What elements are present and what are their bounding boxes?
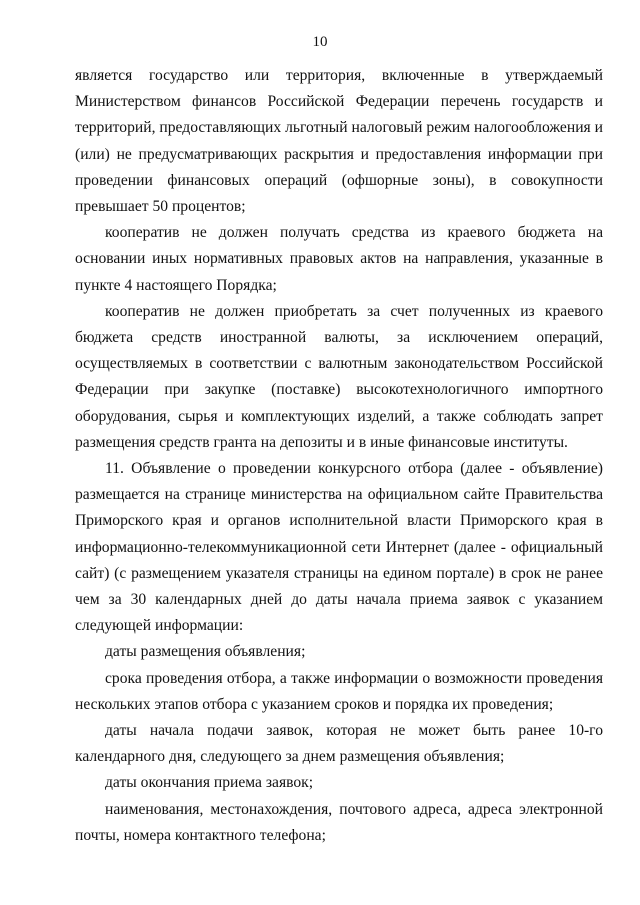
list-item-contact-details: наименования, местонахождения, почтового адреса, адреса электронной почты, номера контактного телефона; [75,800,603,844]
paragraph-no-foreign-currency: кооператив не должен приобретать за счет полученных из краевого бюджета средств иностранной валюты, за исключением операций, осуществляемых в соответствии с валютным законодательством Российской Федерации при закупке (поставке) высокотехнологичного импортного оборудования, сырья и комплектующих изделий, а также соблюдать запрет размещения средств гранта на депозиты и в иные финансовые институты. [75,302,603,451]
document-body [75,63,603,849]
list-item-selection-period: срока проведения отбора, а также информации о возможности проведения нескольких этапов отбора с указанием сроков и порядка их проведения; [75,669,603,713]
list-item-announcement-date: даты размещения объявления; [105,643,306,661]
paragraph-no-other-budget-funds: кооператив не должен получать средства из краевого бюджета на основании иных нормативных правовых актов на направления, указанные в пункте 4 настоящего Порядка; [75,224,603,294]
paragraph-offshore-condition: является государство или территория, включенные в утверждаемый Министерством финансов Российской Федерации перечень государств и территорий, предоставляющих льготный налоговый режим налогообложения и (или) не предусматривающих раскрытия и предоставления информации при проведении финансовых операций (офшорные зоны), в совокупности превышает 50 процентов; [75,67,603,216]
list-item-application-end: даты окончания приема заявок; [105,774,314,792]
list-item-application-start: даты начала подачи заявок, которая не может быть ранее 10-го календарного дня, следующего за днем размещения объявления; [75,722,603,766]
paragraph-11-announcement: 11. Объявление о проведении конкурсного отбора (далее - объявление) размещается на странице министерства на официальном сайте Правительства Приморского края и органов исполнительной власти Приморского края в информационно-телекоммуникационной сети Интернет (далее - официальный сайт) (с размещением указателя страницы на едином портале) в срок не ранее чем за 30 календарных дней до даты начала приема заявок с указанием следующей информации: [75,460,603,635]
page-number: 10 [312,34,328,50]
